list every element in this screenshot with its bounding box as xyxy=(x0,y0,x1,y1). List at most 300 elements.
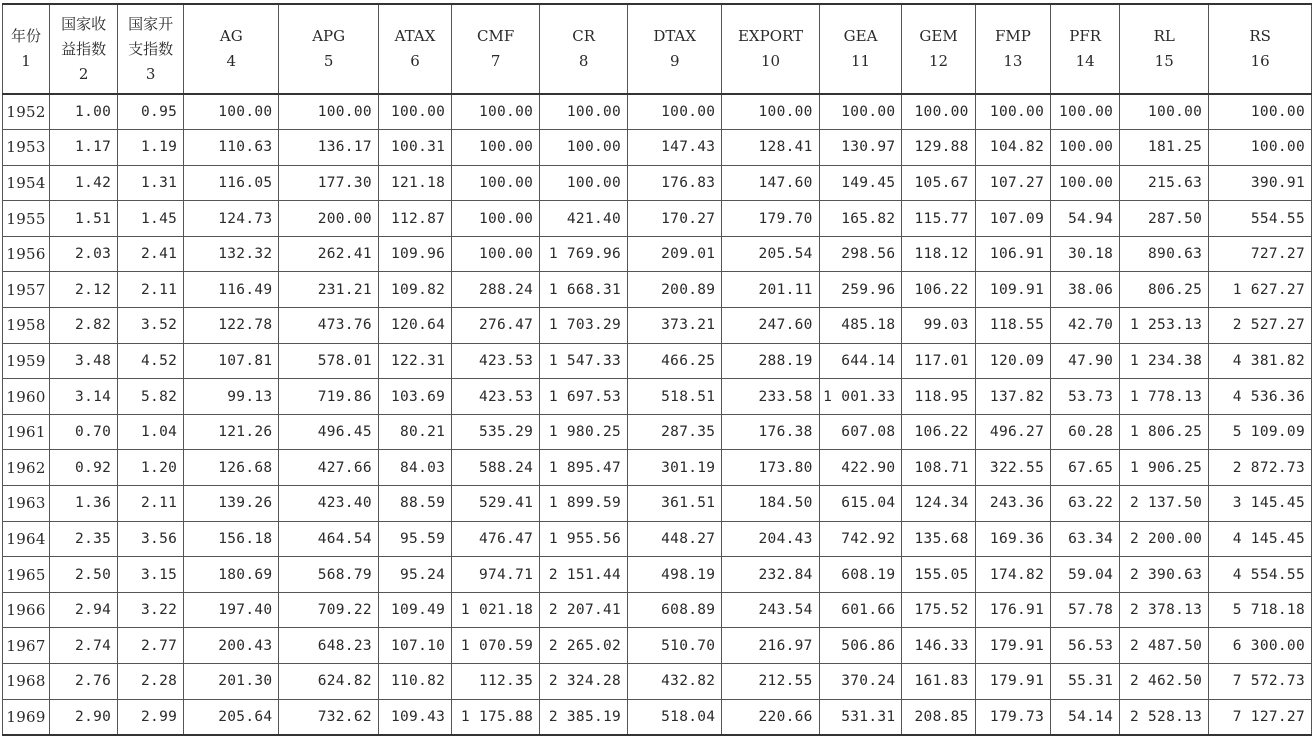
value-cell: 108.71 xyxy=(902,450,975,486)
value-cell: 648.23 xyxy=(279,628,378,664)
value-cell: 719.86 xyxy=(279,379,378,415)
value-cell: 2 265.02 xyxy=(540,628,628,664)
value-cell: 106.22 xyxy=(902,414,975,450)
value-cell: 322.55 xyxy=(975,450,1050,486)
value-cell: 276.47 xyxy=(452,308,540,344)
value-cell: 1 769.96 xyxy=(540,236,628,272)
column-header xyxy=(50,4,118,94)
table-row xyxy=(3,486,1312,522)
value-cell: 209.01 xyxy=(628,236,722,272)
table-row xyxy=(3,379,1312,415)
value-cell: 423.53 xyxy=(452,379,540,415)
value-cell: 7 127.27 xyxy=(1209,699,1312,735)
column-header-line: 3 xyxy=(145,64,156,83)
column-header xyxy=(452,4,540,94)
value-cell: 84.03 xyxy=(378,450,451,486)
value-cell: 2.74 xyxy=(50,628,118,664)
table-row xyxy=(3,414,1312,450)
value-cell: 146.33 xyxy=(902,628,975,664)
value-cell: 2.77 xyxy=(118,628,184,664)
value-cell: 179.73 xyxy=(975,699,1050,735)
value-cell: 100.00 xyxy=(540,94,628,130)
value-cell: 88.59 xyxy=(378,486,451,522)
value-cell: 100.00 xyxy=(452,165,540,201)
value-cell: 2 207.41 xyxy=(540,592,628,628)
year-cell: 1959 xyxy=(3,343,50,379)
year-cell: 1969 xyxy=(3,699,50,735)
value-cell: 2 872.73 xyxy=(1209,450,1312,486)
value-cell: 370.24 xyxy=(819,664,902,700)
value-cell: 201.30 xyxy=(184,664,279,700)
value-cell: 100.00 xyxy=(452,236,540,272)
value-cell: 568.79 xyxy=(279,557,378,593)
column-header xyxy=(1209,4,1312,94)
value-cell: 170.27 xyxy=(628,201,722,237)
column-header-line: 9 xyxy=(669,52,680,70)
value-cell: 173.80 xyxy=(722,450,819,486)
value-cell: 80.21 xyxy=(378,414,451,450)
year-cell: 1968 xyxy=(3,664,50,700)
value-cell: 121.18 xyxy=(378,165,451,201)
column-header xyxy=(3,4,50,94)
value-cell: 1 021.18 xyxy=(452,592,540,628)
value-cell: 1.04 xyxy=(118,414,184,450)
value-cell: 161.83 xyxy=(902,664,975,700)
value-cell: 1.42 xyxy=(50,165,118,201)
value-cell: 2.94 xyxy=(50,592,118,628)
value-cell: 220.66 xyxy=(722,699,819,735)
value-cell: 644.14 xyxy=(819,343,902,379)
value-cell: 109.82 xyxy=(378,272,451,308)
value-cell: 59.04 xyxy=(1051,557,1120,593)
value-cell: 578.01 xyxy=(279,343,378,379)
value-cell: 3.56 xyxy=(118,521,184,557)
table-row xyxy=(3,130,1312,166)
column-header-line: ATAX xyxy=(394,27,436,45)
value-cell: 2 137.50 xyxy=(1120,486,1209,522)
value-cell: 2 528.13 xyxy=(1120,699,1209,735)
value-cell: 466.25 xyxy=(628,343,722,379)
value-cell: 109.91 xyxy=(975,272,1050,308)
value-cell: 176.38 xyxy=(722,414,819,450)
table-row xyxy=(3,94,1312,130)
value-cell: 2.76 xyxy=(50,664,118,700)
column-header-line: RL xyxy=(1153,27,1175,45)
table-row xyxy=(3,201,1312,237)
value-cell: 498.19 xyxy=(628,557,722,593)
value-cell: 100.00 xyxy=(1209,130,1312,166)
column-header-line: DTAX xyxy=(653,27,697,45)
column-header xyxy=(902,4,975,94)
column-header-line: PFR xyxy=(1069,27,1102,45)
value-cell: 147.43 xyxy=(628,130,722,166)
value-cell: 506.86 xyxy=(819,628,902,664)
value-cell: 2 390.63 xyxy=(1120,557,1209,593)
value-cell: 259.96 xyxy=(819,272,902,308)
value-cell: 588.24 xyxy=(452,450,540,486)
value-cell: 510.70 xyxy=(628,628,722,664)
value-cell: 60.28 xyxy=(1051,414,1120,450)
value-cell: 1 253.13 xyxy=(1120,308,1209,344)
column-header-line: RS xyxy=(1249,27,1271,45)
table-row xyxy=(3,272,1312,308)
value-cell: 38.06 xyxy=(1051,272,1120,308)
value-cell: 208.85 xyxy=(902,699,975,735)
value-cell: 100.00 xyxy=(452,130,540,166)
column-header xyxy=(975,4,1050,94)
column-header xyxy=(1051,4,1120,94)
value-cell: 2 385.19 xyxy=(540,699,628,735)
column-header-line: 益指数 xyxy=(61,39,107,58)
column-header-line: 6 xyxy=(410,52,420,70)
value-cell: 1 668.31 xyxy=(540,272,628,308)
value-cell: 112.35 xyxy=(452,664,540,700)
value-cell: 122.31 xyxy=(378,343,451,379)
column-header-line: 8 xyxy=(578,52,589,70)
value-cell: 132.32 xyxy=(184,236,279,272)
value-cell: 2 487.50 xyxy=(1120,628,1209,664)
value-cell: 103.69 xyxy=(378,379,451,415)
value-cell: 109.96 xyxy=(378,236,451,272)
column-header-line: 2 xyxy=(78,64,89,83)
table-body xyxy=(3,94,1312,735)
value-cell: 2.11 xyxy=(118,486,184,522)
value-cell: 1 703.29 xyxy=(540,308,628,344)
value-cell: 3.52 xyxy=(118,308,184,344)
column-header-line: 5 xyxy=(323,52,334,70)
value-cell: 423.40 xyxy=(279,486,378,522)
year-cell: 1954 xyxy=(3,165,50,201)
column-header xyxy=(722,4,819,94)
value-cell: 243.36 xyxy=(975,486,1050,522)
year-cell: 1953 xyxy=(3,130,50,166)
value-cell: 100.00 xyxy=(902,94,975,130)
value-cell: 30.18 xyxy=(1051,236,1120,272)
value-cell: 99.03 xyxy=(902,308,975,344)
value-cell: 806.25 xyxy=(1120,272,1209,308)
value-cell: 2 462.50 xyxy=(1120,664,1209,700)
value-cell: 287.50 xyxy=(1120,201,1209,237)
value-cell: 126.68 xyxy=(184,450,279,486)
value-cell: 2 151.44 xyxy=(540,557,628,593)
value-cell: 63.34 xyxy=(1051,521,1120,557)
column-header-line: FMP xyxy=(994,27,1031,45)
value-cell: 147.60 xyxy=(722,165,819,201)
value-cell: 464.54 xyxy=(279,521,378,557)
value-cell: 205.64 xyxy=(184,699,279,735)
table-row xyxy=(3,343,1312,379)
value-cell: 179.91 xyxy=(975,664,1050,700)
value-cell: 974.71 xyxy=(452,557,540,593)
value-cell: 1 175.88 xyxy=(452,699,540,735)
value-cell: 176.91 xyxy=(975,592,1050,628)
value-cell: 262.41 xyxy=(279,236,378,272)
year-cell: 1957 xyxy=(3,272,50,308)
value-cell: 175.52 xyxy=(902,592,975,628)
value-cell: 1 070.59 xyxy=(452,628,540,664)
value-cell: 732.62 xyxy=(279,699,378,735)
value-cell: 124.73 xyxy=(184,201,279,237)
value-cell: 288.19 xyxy=(722,343,819,379)
column-header-line: 国家开 xyxy=(128,14,174,33)
value-cell: 53.73 xyxy=(1051,379,1120,415)
value-cell: 1 895.47 xyxy=(540,450,628,486)
year-cell: 1962 xyxy=(3,450,50,486)
value-cell: 2 527.27 xyxy=(1209,308,1312,344)
column-header-line: 11 xyxy=(851,52,871,70)
value-cell: 99.13 xyxy=(184,379,279,415)
value-cell: 535.29 xyxy=(452,414,540,450)
column-header-line: 16 xyxy=(1250,52,1270,70)
value-cell: 1.17 xyxy=(50,130,118,166)
value-cell: 1 906.25 xyxy=(1120,450,1209,486)
value-cell: 100.00 xyxy=(819,94,902,130)
value-cell: 390.91 xyxy=(1209,165,1312,201)
value-cell: 2 378.13 xyxy=(1120,592,1209,628)
value-cell: 496.27 xyxy=(975,414,1050,450)
year-cell: 1961 xyxy=(3,414,50,450)
value-cell: 179.70 xyxy=(722,201,819,237)
value-cell: 57.78 xyxy=(1051,592,1120,628)
value-cell: 243.54 xyxy=(722,592,819,628)
value-cell: 7 572.73 xyxy=(1209,664,1312,700)
value-cell: 422.90 xyxy=(819,450,902,486)
value-cell: 1.19 xyxy=(118,130,184,166)
table-row xyxy=(3,664,1312,700)
column-header xyxy=(279,4,378,94)
table-row xyxy=(3,699,1312,735)
value-cell: 200.00 xyxy=(279,201,378,237)
column-header-line: 支指数 xyxy=(128,39,174,58)
value-cell: 107.81 xyxy=(184,343,279,379)
column-header xyxy=(1120,4,1209,94)
value-cell: 130.97 xyxy=(819,130,902,166)
value-cell: 601.66 xyxy=(819,592,902,628)
table-row xyxy=(3,450,1312,486)
value-cell: 518.04 xyxy=(628,699,722,735)
value-cell: 204.43 xyxy=(722,521,819,557)
value-cell: 2.12 xyxy=(50,272,118,308)
value-cell: 232.84 xyxy=(722,557,819,593)
value-cell: 100.00 xyxy=(1051,130,1120,166)
column-header-line: 14 xyxy=(1075,52,1095,70)
year-cell: 1956 xyxy=(3,236,50,272)
value-cell: 5 718.18 xyxy=(1209,592,1312,628)
column-header-line: 12 xyxy=(929,52,949,70)
data-table xyxy=(2,3,1312,736)
column-header-line: 国家收 xyxy=(61,14,107,33)
value-cell: 216.97 xyxy=(722,628,819,664)
value-cell: 100.00 xyxy=(1120,94,1209,130)
value-cell: 3.14 xyxy=(50,379,118,415)
value-cell: 518.51 xyxy=(628,379,722,415)
column-header-line: AG xyxy=(219,27,243,45)
value-cell: 2.41 xyxy=(118,236,184,272)
table-header xyxy=(3,4,1312,94)
value-cell: 0.70 xyxy=(50,414,118,450)
column-header xyxy=(540,4,628,94)
column-header-line: CMF xyxy=(477,27,515,45)
year-cell: 1958 xyxy=(3,308,50,344)
value-cell: 100.00 xyxy=(540,165,628,201)
value-cell: 421.40 xyxy=(540,201,628,237)
value-cell: 742.92 xyxy=(819,521,902,557)
table-row xyxy=(3,557,1312,593)
year-cell: 1966 xyxy=(3,592,50,628)
value-cell: 2.90 xyxy=(50,699,118,735)
value-cell: 47.90 xyxy=(1051,343,1120,379)
value-cell: 1 627.27 xyxy=(1209,272,1312,308)
value-cell: 2.50 xyxy=(50,557,118,593)
value-cell: 117.01 xyxy=(902,343,975,379)
value-cell: 1.00 xyxy=(50,94,118,130)
table-row xyxy=(3,308,1312,344)
value-cell: 201.11 xyxy=(722,272,819,308)
column-header xyxy=(819,4,902,94)
value-cell: 3.48 xyxy=(50,343,118,379)
value-cell: 608.19 xyxy=(819,557,902,593)
column-header-line: 10 xyxy=(760,52,781,70)
value-cell: 205.54 xyxy=(722,236,819,272)
value-cell: 95.24 xyxy=(378,557,451,593)
value-cell: 128.41 xyxy=(722,130,819,166)
value-cell: 104.82 xyxy=(975,130,1050,166)
value-cell: 0.95 xyxy=(118,94,184,130)
value-cell: 615.04 xyxy=(819,486,902,522)
value-cell: 608.89 xyxy=(628,592,722,628)
value-cell: 554.55 xyxy=(1209,201,1312,237)
value-cell: 607.08 xyxy=(819,414,902,450)
column-header-line: 13 xyxy=(1003,52,1023,70)
value-cell: 169.36 xyxy=(975,521,1050,557)
table-row xyxy=(3,165,1312,201)
value-cell: 115.77 xyxy=(902,201,975,237)
table-row xyxy=(3,628,1312,664)
value-cell: 67.65 xyxy=(1051,450,1120,486)
column-header-line: 1 xyxy=(21,52,31,70)
value-cell: 197.40 xyxy=(184,592,279,628)
year-cell: 1955 xyxy=(3,201,50,237)
value-cell: 116.49 xyxy=(184,272,279,308)
value-cell: 180.69 xyxy=(184,557,279,593)
value-cell: 116.05 xyxy=(184,165,279,201)
value-cell: 56.53 xyxy=(1051,628,1120,664)
value-cell: 179.91 xyxy=(975,628,1050,664)
value-cell: 135.68 xyxy=(902,521,975,557)
column-header xyxy=(118,4,184,94)
column-header xyxy=(628,4,722,94)
value-cell: 473.76 xyxy=(279,308,378,344)
value-cell: 100.00 xyxy=(452,201,540,237)
value-cell: 1.51 xyxy=(50,201,118,237)
value-cell: 4 381.82 xyxy=(1209,343,1312,379)
value-cell: 247.60 xyxy=(722,308,819,344)
column-header xyxy=(184,4,279,94)
value-cell: 200.43 xyxy=(184,628,279,664)
value-cell: 1.45 xyxy=(118,201,184,237)
value-cell: 156.18 xyxy=(184,521,279,557)
value-cell: 118.55 xyxy=(975,308,1050,344)
value-cell: 361.51 xyxy=(628,486,722,522)
value-cell: 122.78 xyxy=(184,308,279,344)
value-cell: 423.53 xyxy=(452,343,540,379)
value-cell: 1 955.56 xyxy=(540,521,628,557)
value-cell: 100.00 xyxy=(452,94,540,130)
value-cell: 95.59 xyxy=(378,521,451,557)
value-cell: 120.09 xyxy=(975,343,1050,379)
value-cell: 100.00 xyxy=(279,94,378,130)
value-cell: 100.00 xyxy=(1209,94,1312,130)
value-cell: 288.24 xyxy=(452,272,540,308)
value-cell: 1 001.33 xyxy=(819,379,902,415)
value-cell: 1 778.13 xyxy=(1120,379,1209,415)
value-cell: 485.18 xyxy=(819,308,902,344)
value-cell: 129.88 xyxy=(902,130,975,166)
value-cell: 1 806.25 xyxy=(1120,414,1209,450)
value-cell: 432.82 xyxy=(628,664,722,700)
value-cell: 107.27 xyxy=(975,165,1050,201)
value-cell: 184.50 xyxy=(722,486,819,522)
value-cell: 2.35 xyxy=(50,521,118,557)
value-cell: 177.30 xyxy=(279,165,378,201)
value-cell: 4.52 xyxy=(118,343,184,379)
value-cell: 181.25 xyxy=(1120,130,1209,166)
value-cell: 3.22 xyxy=(118,592,184,628)
value-cell: 109.49 xyxy=(378,592,451,628)
column-header-line: 7 xyxy=(490,52,501,70)
value-cell: 100.00 xyxy=(722,94,819,130)
value-cell: 496.45 xyxy=(279,414,378,450)
value-cell: 373.21 xyxy=(628,308,722,344)
value-cell: 2 200.00 xyxy=(1120,521,1209,557)
value-cell: 137.82 xyxy=(975,379,1050,415)
value-cell: 727.27 xyxy=(1209,236,1312,272)
value-cell: 112.87 xyxy=(378,201,451,237)
value-cell: 2.99 xyxy=(118,699,184,735)
value-cell: 529.41 xyxy=(452,486,540,522)
value-cell: 149.45 xyxy=(819,165,902,201)
value-cell: 107.09 xyxy=(975,201,1050,237)
value-cell: 136.17 xyxy=(279,130,378,166)
value-cell: 3 145.45 xyxy=(1209,486,1312,522)
value-cell: 2 324.28 xyxy=(540,664,628,700)
table-row xyxy=(3,521,1312,557)
value-cell: 118.12 xyxy=(902,236,975,272)
value-cell: 100.00 xyxy=(1051,165,1120,201)
value-cell: 2.82 xyxy=(50,308,118,344)
value-cell: 100.31 xyxy=(378,130,451,166)
value-cell: 287.35 xyxy=(628,414,722,450)
value-cell: 100.00 xyxy=(540,130,628,166)
year-cell: 1967 xyxy=(3,628,50,664)
value-cell: 215.63 xyxy=(1120,165,1209,201)
value-cell: 624.82 xyxy=(279,664,378,700)
value-cell: 110.63 xyxy=(184,130,279,166)
column-header-line: 4 xyxy=(226,52,237,70)
value-cell: 100.00 xyxy=(975,94,1050,130)
year-cell: 1952 xyxy=(3,94,50,130)
column-header xyxy=(378,4,451,94)
value-cell: 212.55 xyxy=(722,664,819,700)
value-cell: 6 300.00 xyxy=(1209,628,1312,664)
value-cell: 2.11 xyxy=(118,272,184,308)
value-cell: 118.95 xyxy=(902,379,975,415)
value-cell: 105.67 xyxy=(902,165,975,201)
value-cell: 100.00 xyxy=(184,94,279,130)
year-cell: 1960 xyxy=(3,379,50,415)
value-cell: 231.21 xyxy=(279,272,378,308)
column-header-line: GEM xyxy=(919,27,958,45)
